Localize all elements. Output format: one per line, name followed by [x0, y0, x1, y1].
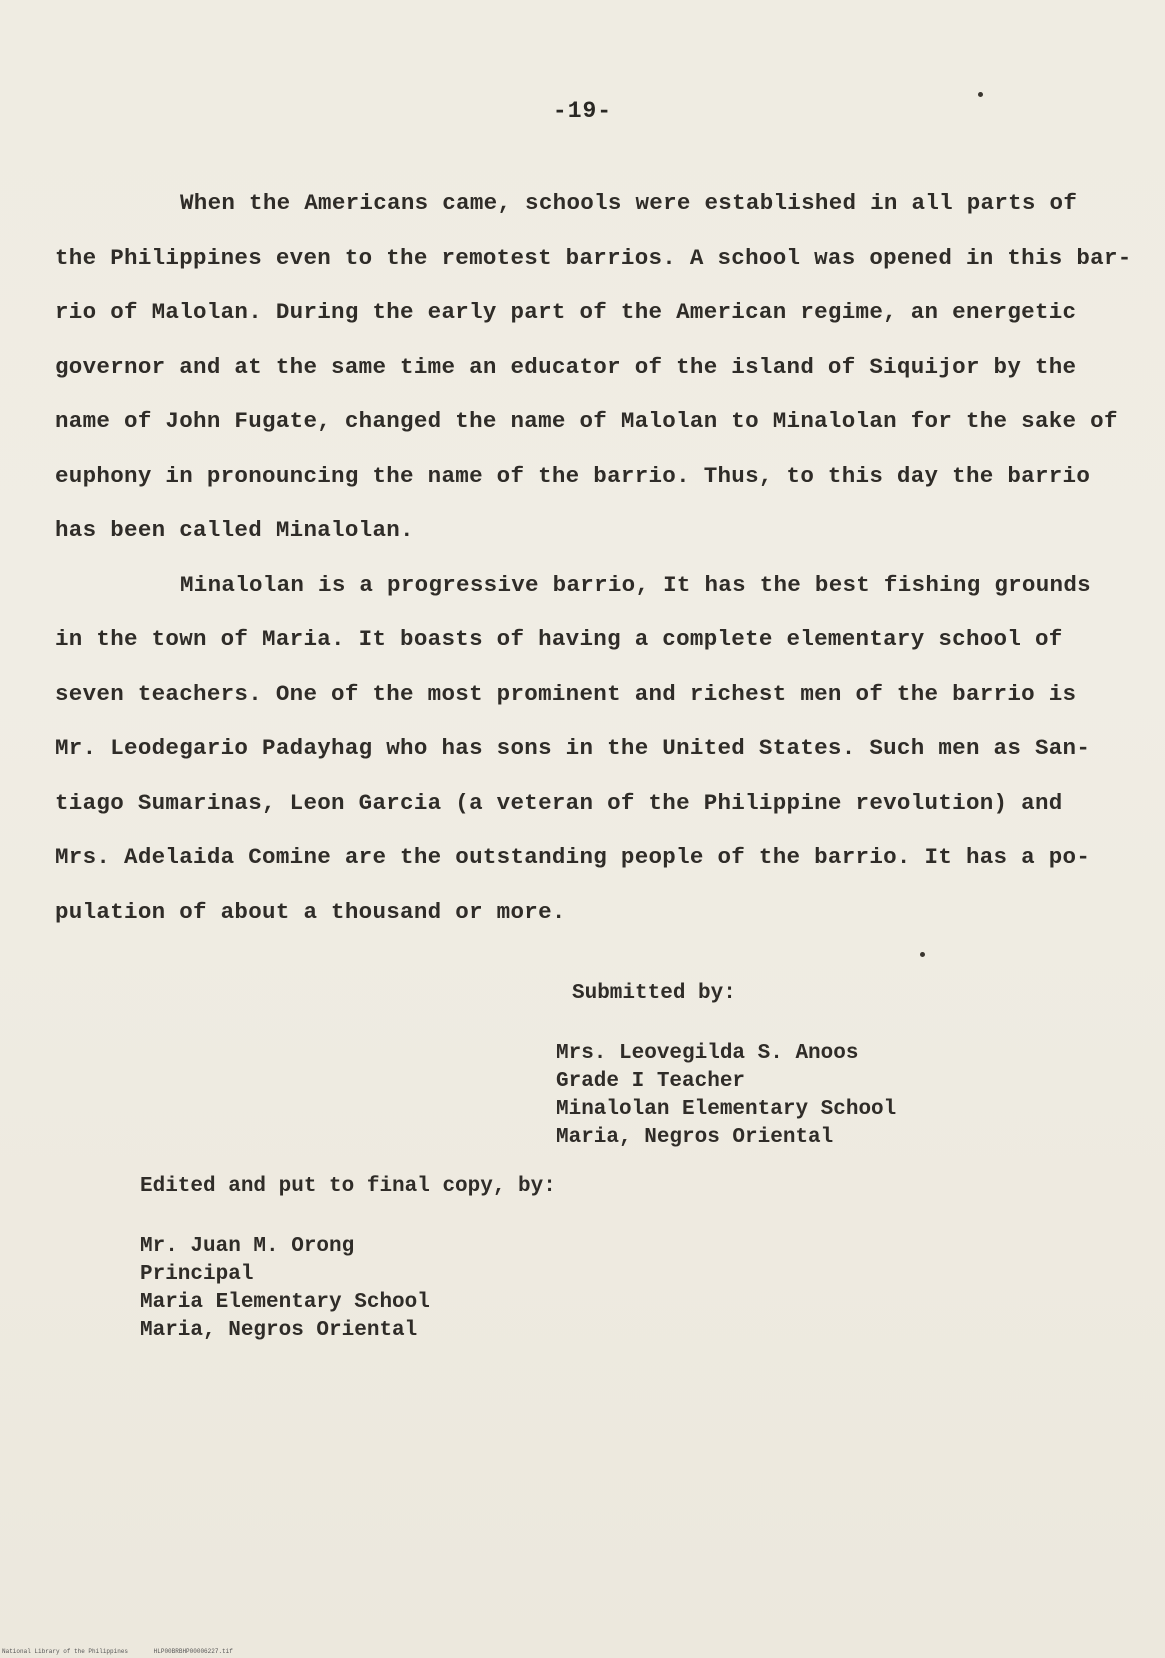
editor-signature-block [140, 1233, 430, 1345]
submitter-position: Grade I Teacher [556, 1070, 746, 1093]
editor-school: Maria Elementary School [140, 1291, 430, 1314]
text-line: seven teachers. One of the most prominent and richest men of the barrio is [55, 680, 1077, 707]
scan-filename: HLP00BRBHP00006227.tif [153, 1648, 233, 1655]
paragraph-1 [55, 176, 1132, 558]
editor-location: Maria, Negros Oriental [140, 1319, 418, 1342]
text-line: has been called Minalolan. [55, 517, 414, 543]
library-credit: National Library of the Philippines [2, 1648, 129, 1655]
text-line: Mr. Leodegario Padayhag who has sons in the United States. Such men as San- [55, 735, 1091, 761]
submitter-signature-block [556, 1040, 896, 1152]
text-line: pulation of about a thousand or more. [55, 898, 566, 925]
editor-name: Mr. Juan M. Orong [140, 1235, 355, 1258]
ink-speck [920, 952, 925, 957]
text-line: tiago Sumarinas, Leon Garcia (a veteran of the Philippine revolution) and [55, 789, 1063, 816]
paragraph-2 [55, 558, 1125, 940]
text-line: Mrs. Adelaida Comine are the outstanding people of the barrio. It has a po- [55, 844, 1091, 870]
text-line: name of John Fugate, changed the name of Malolan to Minalolan for the sake of [55, 408, 1118, 434]
editor-position: Principal [140, 1263, 254, 1286]
submitter-name: Mrs. Leovegilda S. Anoos [556, 1042, 859, 1065]
text-line: the Philippines even to the remotest barrios. A school was opened in this bar- [55, 244, 1132, 271]
page-number: -19- [552, 98, 613, 124]
submitter-school: Minalolan Elementary School [556, 1098, 897, 1121]
text-line: rio of Malolan. During the early part of the American regime, an energetic [55, 299, 1077, 325]
text-line: in the town of Maria. It boasts of having a complete elementary school of [55, 626, 1063, 652]
text-line: When the Americans came, schools were established in all parts of [180, 190, 1078, 216]
text-line: governor and at the same time an educator of the island of Siquijor by the [55, 353, 1077, 380]
scan-footer [2, 1648, 255, 1655]
submitter-location: Maria, Negros Oriental [556, 1126, 834, 1149]
edited-by-label: Edited and put to final copy, by: [140, 1175, 556, 1198]
text-line: euphony in pronouncing the name of the barrio. Thus, to this day the barrio [55, 462, 1091, 489]
text-line: Minalolan is a progressive barrio, It has the best fishing grounds [180, 571, 1091, 598]
submitted-by-label: Submitted by: [572, 982, 736, 1005]
document-body [55, 176, 1132, 939]
ink-speck [978, 92, 983, 97]
